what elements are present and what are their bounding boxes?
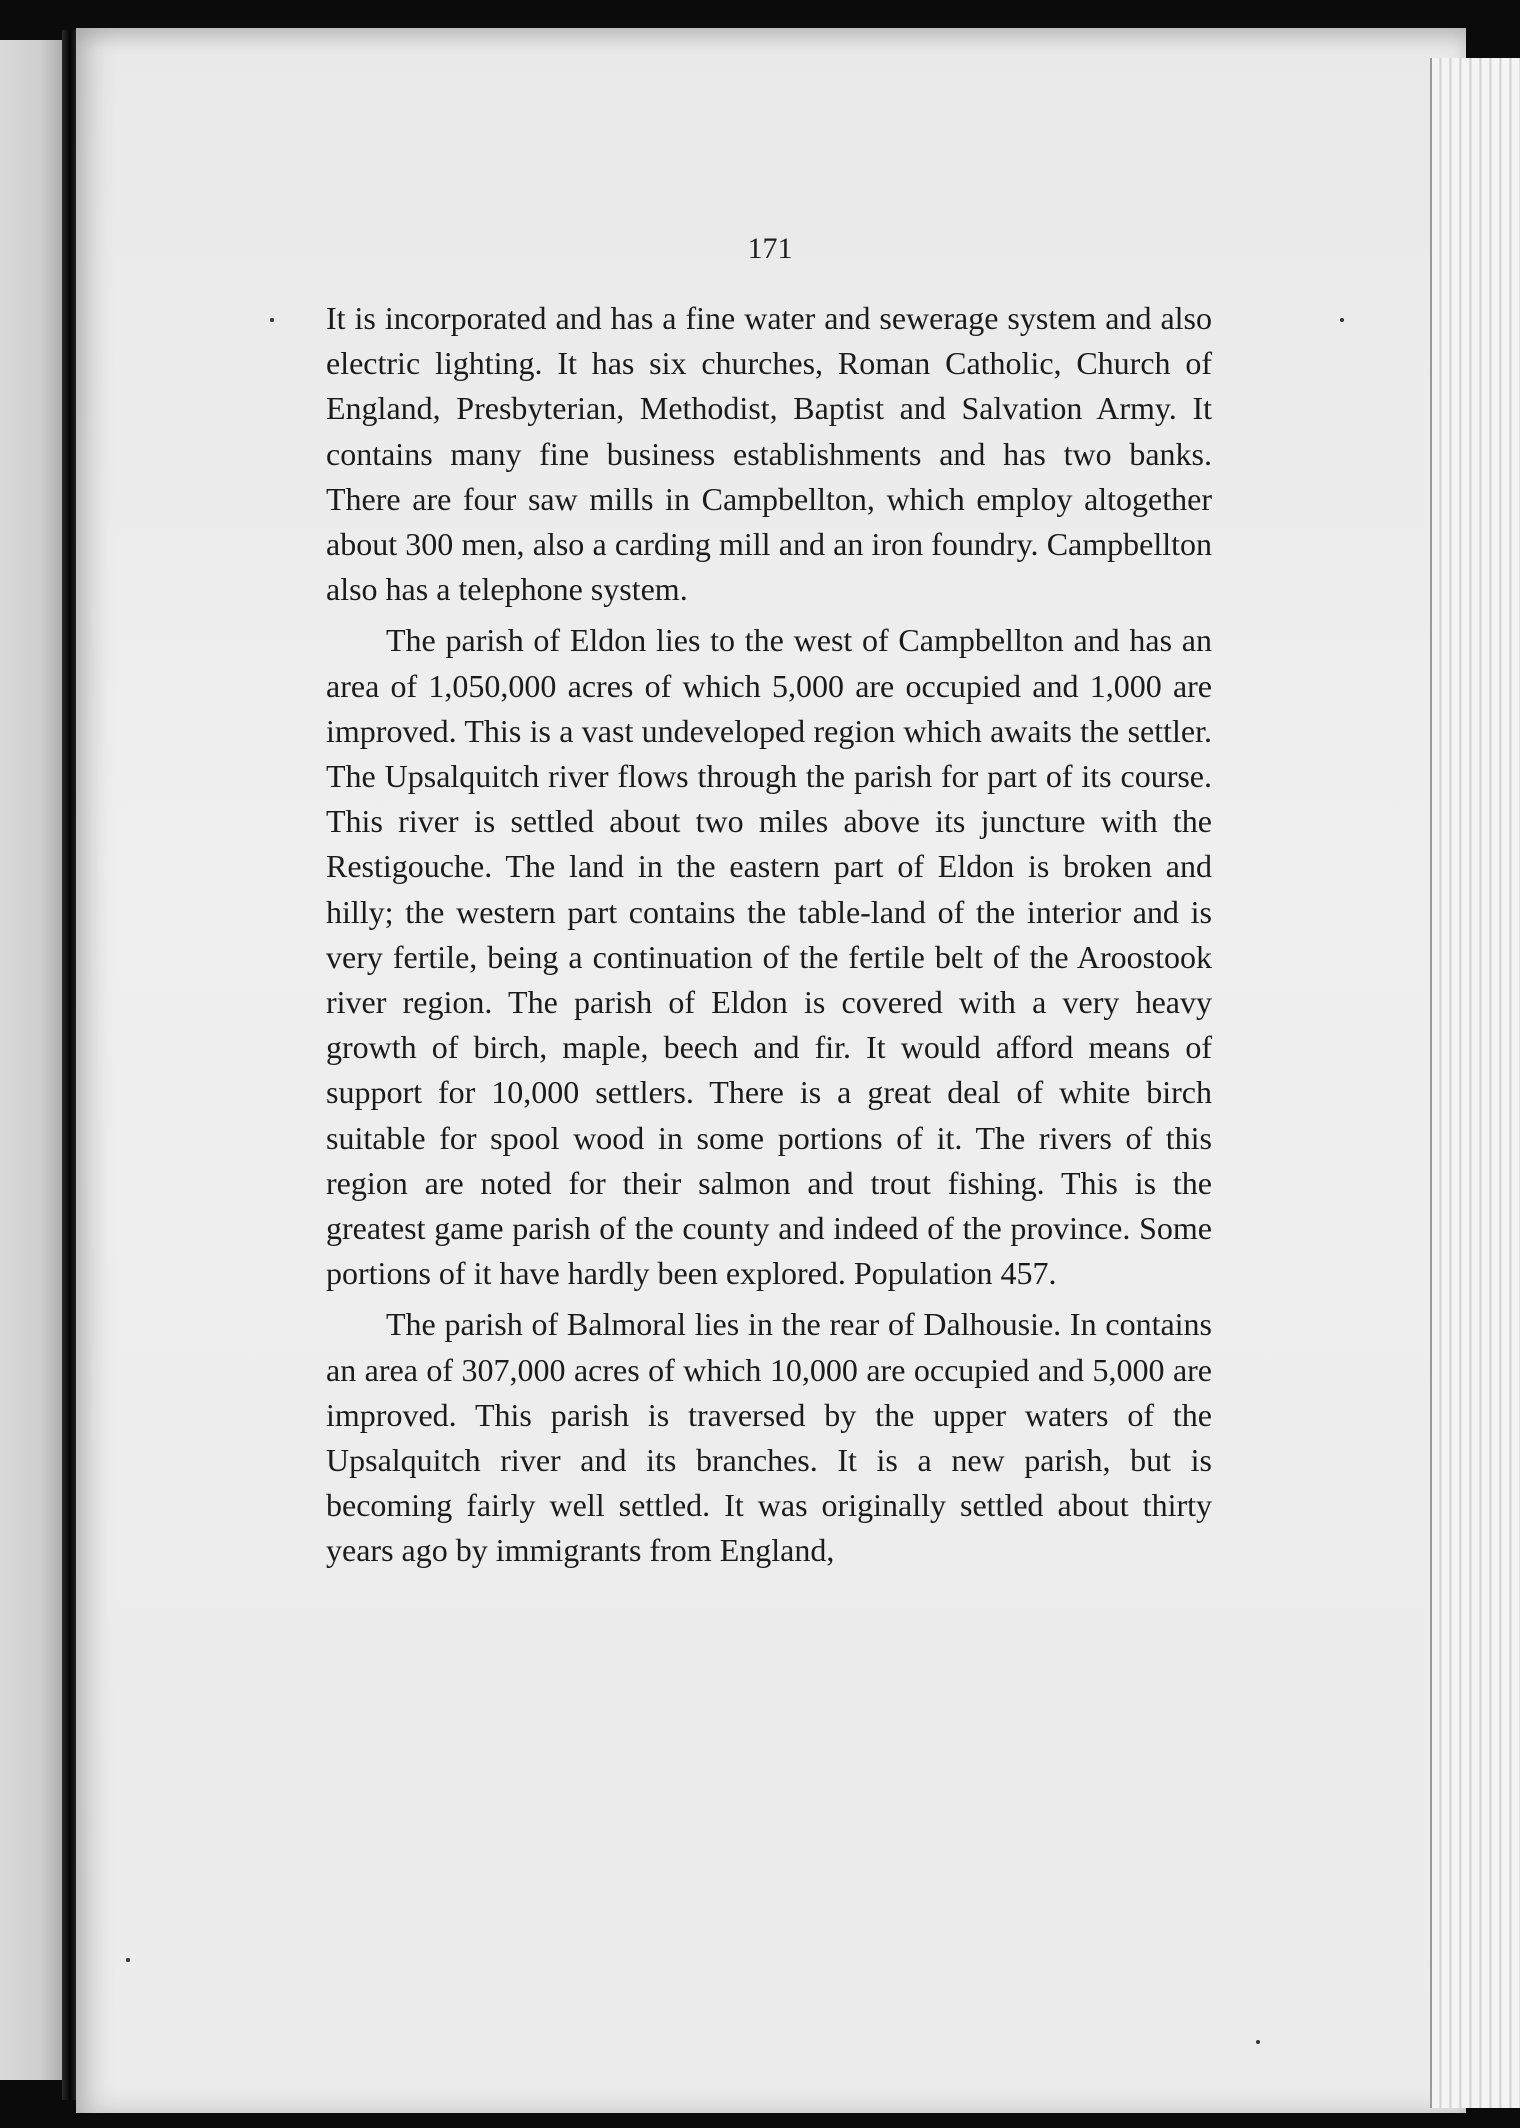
print-speck — [1340, 318, 1344, 322]
body-text — [326, 296, 1212, 1574]
page-number: 171 — [747, 232, 793, 265]
paragraph-eldon: The parish of Eldon lies to the west of Campbellton and has an area of 1,050,000 acres of which 5,000 are occupied and 1,000 are improved. This is a vast undeveloped region which awaits the settler. The Upsalquitch river flows through the parish for part of its course. This river is settled about two miles above its juncture with the Restigouche. The land in the eastern part of Eldon is broken and hilly; the western part contains the table-land of the interior and is very fertile, being a continuation of the fertile belt of the Aroostook river region. The parish of Eldon is covered with a very heavy growth of birch, maple, beech and fir. It would afford means of support for 10,000 settlers. There is a great deal of white birch suitable for spool wood in some portions of it. The rivers of this region are noted for their salmon and trout fishing. This is the greatest game parish of the county and indeed of the province. Some portions of it have hardly been explored. Population 457. — [326, 622, 1212, 1292]
print-speck — [126, 1958, 130, 1962]
facing-page-edge — [0, 40, 66, 2080]
print-speck — [270, 318, 274, 322]
print-speck — [1256, 2040, 1260, 2044]
page-stack-edge — [1430, 58, 1520, 2108]
paragraph-campbellton: It is incorporated and has a fine water and sewerage system and also electric lighting. It has six churches, Roman Catholic, Church of England, Presbyterian, Methodist, Baptist and Salvation Army. It contains many fine business establishments and has two banks. There are four saw mills in Campbellton, which employ altogether about 300 men, also a carding mill and an iron foundry. Campbellton also has a telephone system. — [326, 300, 1212, 608]
paragraph-balmoral: The parish of Balmoral lies in the rear of Dalhousie. In contains an area of 307,000 acres of which 10,000 are occupied and 5,000 are improved. This parish is traversed by the upper waters of the Upsalquitch river and its branches. It is a new parish, but is becoming fairly well settled. It was originally settled about thirty years ago by immigrants from England, — [326, 1306, 1212, 1569]
